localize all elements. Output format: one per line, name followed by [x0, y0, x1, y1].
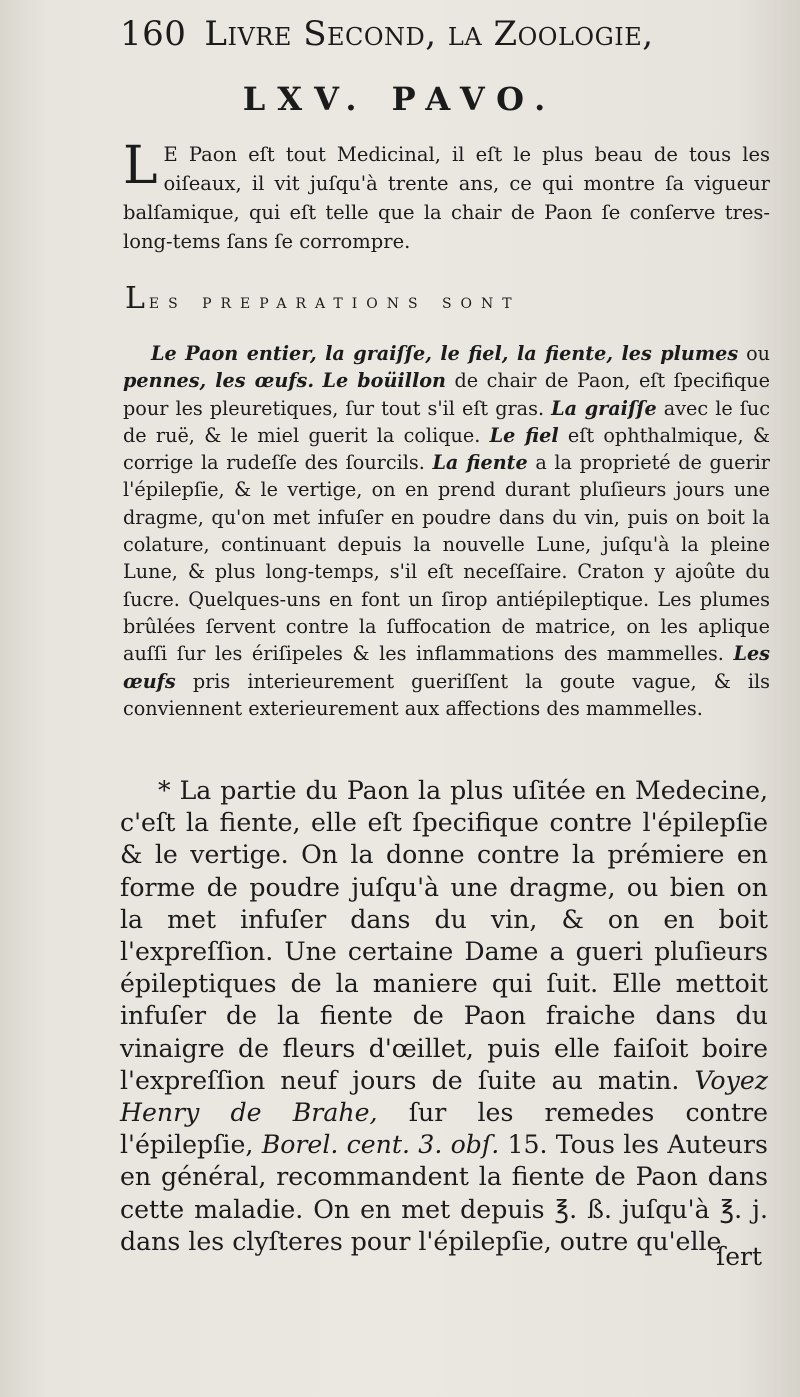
running-header	[120, 14, 760, 54]
page-number: 160	[120, 14, 187, 54]
prep-seg: La fiente	[432, 451, 528, 475]
running-title: Livre Second, la Zoologie,	[204, 14, 654, 54]
prep-seg: pris interieurement gueriſſent la goute vague, & ils conviennent exterieurement aux affections des mammelles.	[123, 669, 770, 720]
heading-initial: L	[125, 281, 149, 316]
drop-cap: L	[123, 136, 158, 196]
note-reference: Voyez Henry de Brahe,	[120, 1065, 768, 1128]
prep-seg: de chair de Paon, eſt ſpecifique pour les pleuretiques, ſur tout s'il eſt gras.	[123, 369, 770, 420]
note-seg: 15. Tous les Auteurs en général, recommandent la fiente de Paon dans cette maladie. On en met depuis ℥. ß. juſqu'à ℥. j. dans les clyſteres pour l'épilepſie, outre qu'elle	[120, 1130, 768, 1256]
prep-seg: ou	[738, 342, 770, 365]
catchword: ſert	[715, 1242, 762, 1271]
intro-paragraph	[123, 136, 770, 256]
prep-seg: avec le ſuc de ruë, & le miel guerit la colique.	[123, 396, 770, 447]
intro-text: E Paon eſt tout Medicinal, il eſt le plus beau de tous les oiſeaux, il vit juſqu'à trente ans, ce qui montre ſa vigueur balſamique, qui eſt telle que la chair de Paon ſe conſerve tres-long-tems ſans ſe corrompre.	[123, 143, 770, 253]
preparations-heading	[125, 281, 770, 316]
annotation-paragraph	[120, 775, 768, 1258]
note-seg: ſur les remedes contre l'épilepſie,	[120, 1098, 769, 1160]
prep-seg: Le Paon entier, la graiſſe, le fiel, la fiente, les plumes	[151, 342, 739, 365]
prep-seg: pennes, les œufs.	[123, 369, 315, 393]
prep-seg: La graiſſe	[551, 396, 657, 420]
heading-rest: es preparations sont	[148, 289, 521, 313]
note-seg: * La partie du Paon la plus uſitée en Medecine, c'eſt la fiente, elle eſt ſpecifique contre l'épilepſie & le vertige. On la donne contre la prémiere en forme de poudre juſqu'à une dragme, ou bien on la met infuſer dans du vin, & on en boit l'expreſſion. Une certaine Dame a gueri pluſieurs épileptiques de la maniere qui ſuit. Elle mettoit infuſer de la fiente de Paon fraiche dans du vinaigre de fleurs d'œillet, puis elle faiſoit boire l'expreſſion neuf jours de ſuite au matin.	[120, 776, 768, 1095]
prep-seg: Le fiel	[489, 423, 559, 447]
note-reference: Borel. cent. 3. obſ.	[261, 1130, 500, 1160]
prep-seg: Les œufs	[123, 642, 770, 693]
prep-seg: Le boüillon	[322, 369, 447, 393]
chapter-title: LXV. PAVO.	[242, 80, 558, 118]
preparations-paragraph	[123, 340, 770, 722]
prep-seg: a la proprieté de guerir l'épilepſie, & le vertige, on en prend durant pluſieurs jours une dragme, qu'on met infuſer en poudre dans du vin, puis on boit la colature, continuant depuis la nouvelle Lune, juſqu'à la pleine Lune, & plus long-temps, s'il eſt neceſſaire. Craton y ajoûte du ſucre. Quelques-uns en font un ſirop antiépileptique. Les plumes brûlées ſervent contre la ſuffocation de matrice, on les aplique auſſi ſur les ériſipeles & les inflammations des mammelles.	[123, 451, 770, 666]
prep-seg: eſt ophthalmique, & corrige la rudeſſe des ſourcils.	[123, 423, 771, 475]
